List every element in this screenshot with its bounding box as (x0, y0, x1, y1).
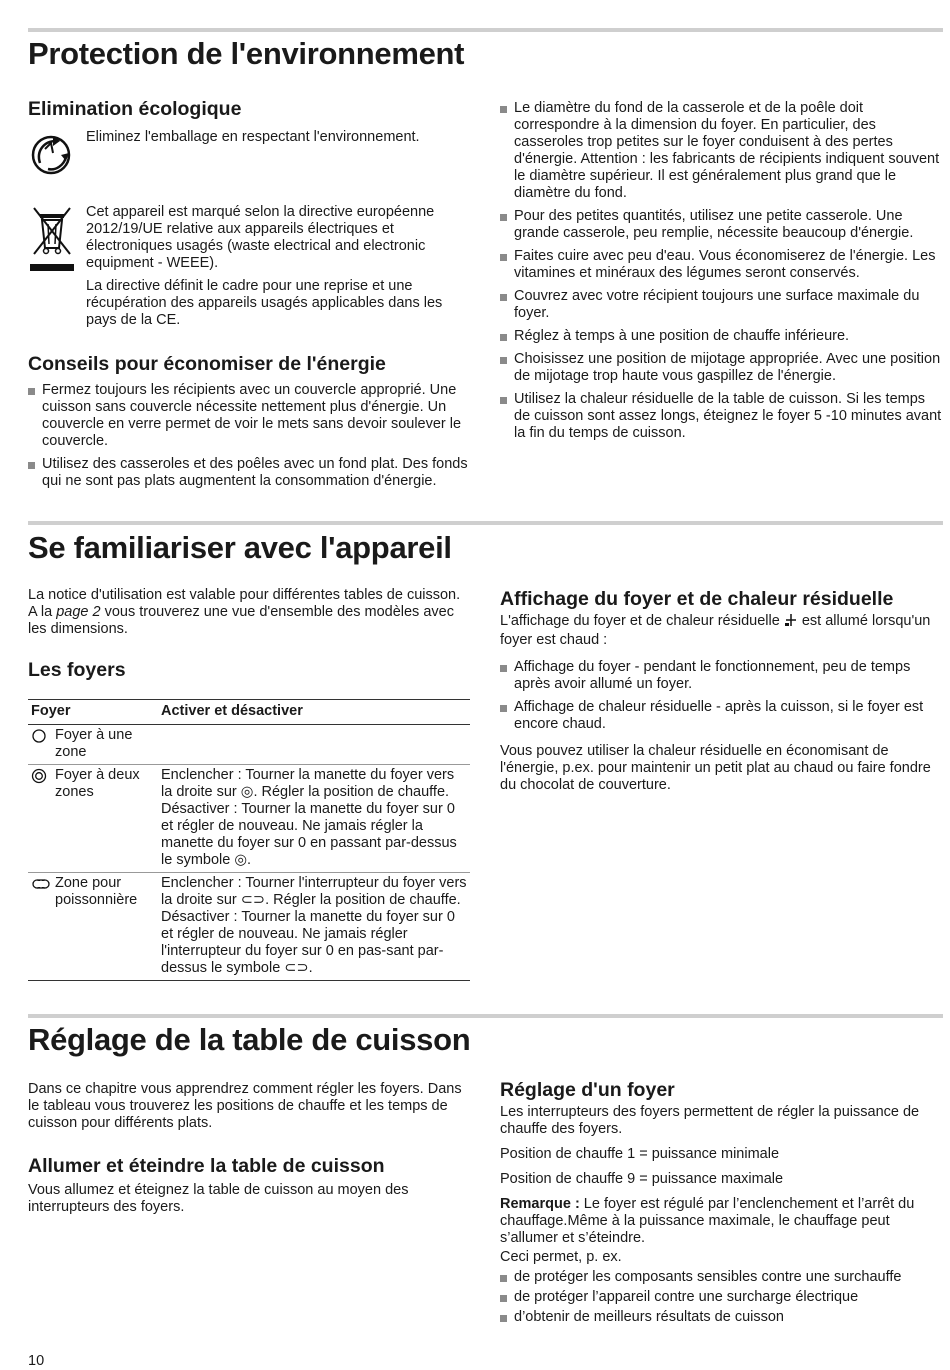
position-min: Position de chauffe 1 = puissance minimale (500, 1146, 780, 1162)
remark-text: Le foyer est régulé par l’enclenchement et l’arrêt du chauffage.Même à la puissance maximale, le chauffage peut s’allumer et s’éteindre. (500, 1196, 915, 1246)
affichage-outro: Vous pouvez utiliser la chaleur résiduelle en économisant de l'énergie, p.ex. pour maintenir un petit plat au chaud ou faire fondre du chocolat de couverture. (500, 743, 931, 793)
packaging-row (28, 129, 470, 182)
zone-label: Zone pour poissonnière (55, 875, 138, 908)
intro-text-a: La notice d'utilisation est valable pour différentes tables de cuisson. A la (28, 587, 461, 620)
heading-foyers: Les foyers (28, 659, 126, 681)
settings-right-column (500, 1078, 943, 1332)
section-title-appliance: Se familiariser avec l'appareil (28, 530, 452, 565)
weee-bin-icon (28, 204, 86, 335)
col-header-activer: Activer et désactiver (161, 703, 303, 719)
page-number: 10 (28, 1353, 45, 1369)
heading-elimination: Elimination écologique (28, 98, 242, 120)
heading-reglage: Réglage d'un foyer (500, 1079, 675, 1101)
packaging-text: Eliminez l'emballage en respectant l'environnement. (86, 129, 420, 145)
recycling-icon (28, 129, 86, 182)
section-rule-environment (28, 28, 943, 32)
list-item: Fermez toujours les récipients avec un couvercle approprié. Une cuisson sans couvercle nécessite nettement plus d'énergie. Un couvercle en verre permet de voir le mets sans devoir soulever le couvercle. (28, 382, 470, 450)
reglage-text: Les interrupteurs des foyers permettent de régler la puissance de chauffe des foyers. (500, 1104, 920, 1137)
list-item: d’obtenir de meilleurs résultats de cuisson (500, 1309, 943, 1326)
list-item: Affichage de chaleur résiduelle - après la cuisson, si le foyer est encore chaud. (500, 699, 943, 733)
zone-cell (28, 765, 158, 873)
activation-cell (158, 725, 470, 765)
heading-energy: Conseils pour économiser de l'énergie (28, 353, 386, 375)
foyers-table (28, 699, 470, 981)
weee-text-1: Cet appareil est marqué selon la directive européenne 2012/19/UE relative aux appareils électriques et électroniques usagés (waste electrical and electronic equipment - WEEE). (86, 204, 435, 271)
zone-cell (28, 873, 158, 981)
allumer-text: Vous allumez et éteignez la table de cuisson au moyen des interrupteurs des foyers. (28, 1182, 409, 1215)
zone-cell (28, 725, 158, 765)
remark (500, 1196, 943, 1247)
affichage-intro (500, 613, 943, 649)
zone-cell-content (31, 727, 155, 761)
section-rule-appliance (28, 521, 943, 525)
page-reference-link[interactable]: page 2 (56, 604, 101, 620)
section-title-environment: Protection de l'environnement (28, 36, 465, 71)
list-item: Choisissez une position de mijotage appropriée. Avec une position de mijotage trop haute vous gaspillez de l'énergie. (500, 351, 943, 385)
affichage-bullets (500, 659, 943, 733)
table-header-row (28, 700, 470, 725)
settings-left-column (28, 1081, 470, 1222)
remark-label: Remarque : (500, 1196, 580, 1212)
environment-left-column (28, 97, 470, 496)
single-circle-icon (31, 727, 55, 761)
list-item: Pour des petites quantités, utilisez une petite casserole. Une grande casserole, peu remplie, nécessite beaucoup d'énergie. (500, 208, 943, 242)
list-item: Affichage du foyer - pendant le fonctionnement, peu de temps après avoir allumé un foyer. (500, 659, 943, 693)
ceci-text: Ceci permet, p. ex. (500, 1249, 622, 1265)
list-item: Réglez à temps à une position de chauffe inférieure. (500, 328, 943, 345)
energy-bullets-right (500, 100, 943, 442)
reglage-bullets (500, 1269, 943, 1326)
list-item: Le diamètre du fond de la casserole et de la poêle doit correspondre à la dimension du foyer. En particulier, des casseroles trop petites sur le foyer conduisent à des pertes d'énergie. Attention : les fabricants de récipients indiquent souvent le diamètre supérieur. Il est généralement plus grand que le diamètre du fond. (500, 100, 943, 202)
weee-row (28, 204, 470, 335)
heading-affichage: Affichage du foyer et de chaleur résiduelle (500, 588, 894, 610)
section-rule-settings (28, 1014, 943, 1018)
affichage-intro-a: L'affichage du foyer et de chaleur résiduelle (500, 613, 784, 629)
table-row (28, 873, 470, 981)
appliance-left-column (28, 587, 470, 981)
table-row (28, 765, 470, 873)
double-circle-icon (31, 767, 55, 801)
list-item: de protéger l’appareil contre une surcharge électrique (500, 1289, 943, 1306)
affichage-intro-b: est allumé lorsqu'un foyer est chaud : (500, 613, 931, 648)
position-max: Position de chauffe 9 = puissance maximale (500, 1171, 784, 1187)
intro-text-b: vous trouverez une vue d'ensemble des modèles avec les dimensions. (28, 604, 454, 637)
list-item: Faites cuire avec peu d'eau. Vous économiserez de l'énergie. Les vitamines et minéraux des légumes seront conservés. (500, 248, 943, 282)
residual-heat-icon (784, 613, 798, 632)
col-header-foyer: Foyer (31, 703, 71, 719)
zone-label: Foyer à une zone (55, 727, 133, 760)
zone-cell-content (31, 875, 155, 909)
list-item: Utilisez des casseroles et des poêles avec un fond plat. Des fonds qui ne sont pas plats augmentent la consommation d'énergie. (28, 456, 470, 490)
weee-text-2: La directive définit le cadre pour une reprise et une récupération des appareils usagés applicables dans les pays de la CE. (86, 278, 443, 328)
list-item: de protéger les composants sensibles contre une surchauffe (500, 1269, 943, 1286)
zone-label: Foyer à deux zones (55, 767, 140, 800)
energy-bullets-left (28, 382, 470, 490)
activation-cell: Enclencher : Tourner la manette du foyer vers la droite sur ◎. Régler la position de chauffe. Désactiver : Tourner la manette du foyer sur 0 et régler de nouveau. Ne jamais régler la manette du foyer sur 0 en passant par-dessus le symbole ◎. (158, 765, 470, 873)
list-item: Utilisez la chaleur résiduelle de la table de cuisson. Si les temps de cuisson sont assez longs, éteignez le foyer 5 -10 minutes avant la fin du temps de cuisson. (500, 391, 943, 442)
list-item: Couvrez avec votre récipient toujours une surface maximale du foyer. (500, 288, 943, 322)
heading-allumer: Allumer et éteindre la table de cuisson (28, 1155, 385, 1177)
section-title-settings: Réglage de la table de cuisson (28, 1022, 471, 1057)
activation-cell: Enclencher : Tourner l'interrupteur du foyer vers la droite sur ⊂⊃. Régler la position de chauffe. Désactiver : Tourner la manette du foyer sur 0 et régler de nouveau. Ne jamais régler l'interrupteur du foyer sur 0 en pas-sant par-dessus le symbole ⊂⊃. (158, 873, 470, 981)
appliance-right-column (500, 587, 943, 800)
environment-right-column (500, 100, 943, 448)
oval-zone-icon (31, 875, 55, 909)
table-row (28, 725, 470, 765)
appliance-intro (28, 587, 470, 638)
settings-intro: Dans ce chapitre vous apprendrez comment régler les foyers. Dans le tableau vous trouverez les positions de chauffe et les temps de cuisson pour différents plats. (28, 1081, 462, 1131)
zone-cell-content (31, 767, 155, 801)
